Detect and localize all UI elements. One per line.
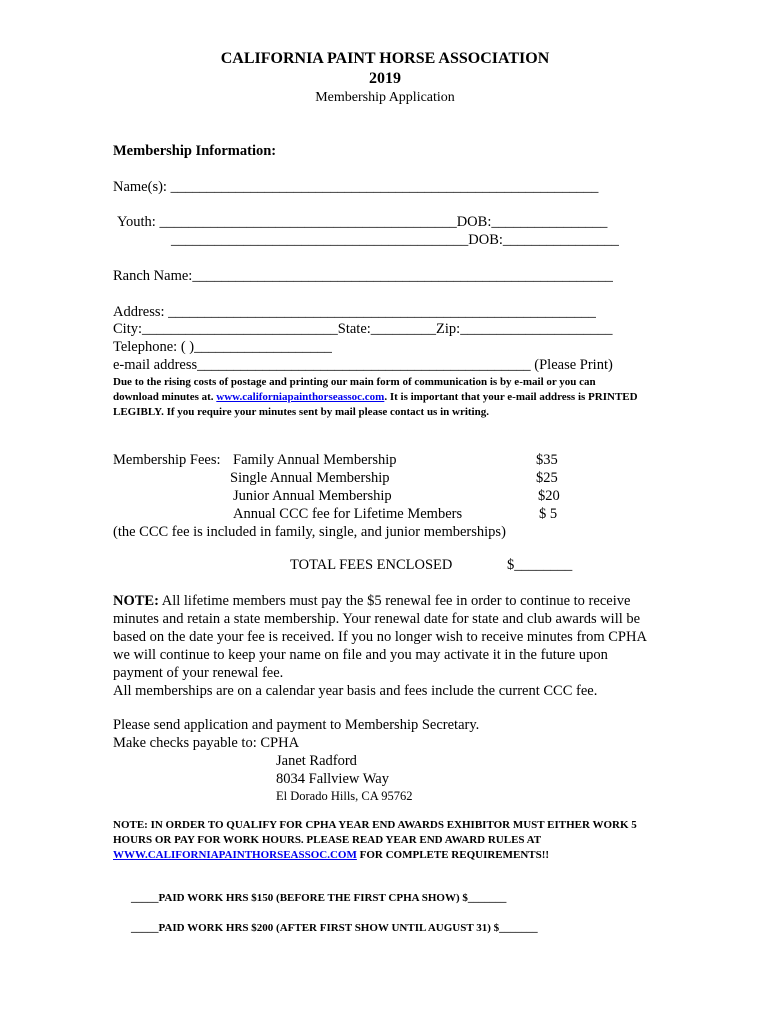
fee-single: Single Annual Membership: [230, 470, 390, 486]
fee-ccc: Annual CCC fee for Lifetime Members: [233, 506, 463, 522]
page-subtitle: Membership Application: [315, 90, 455, 105]
address-field[interactable]: Address: ___________________________________________________________: [113, 304, 596, 320]
ccc-note: (the CCC fee is included in family, single, and junior memberships): [113, 524, 506, 540]
work-hours-option-1[interactable]: _____PAID WORK HRS $150 (BEFORE THE FIRST CPHA SHOW) $_______: [131, 892, 507, 904]
ranch-name-field[interactable]: Ranch Name:__________________________________________________________: [113, 268, 613, 284]
awards-note: NOTE: IN ORDER TO QUALIFY FOR CPHA YEAR END AWARDS EXHIBITOR MUST EITHER WORK 5 HOURS OR PAY FOR WORK HOURS. PLEASE READ YEAR END AWARD RULES AT WWW.CALIFORNIAPAINTHORSEASSOC.COM FOR COMPLETE REQUIREMENTS!!: [113, 819, 637, 861]
fees-label: Membership Fees:: [113, 452, 221, 468]
membership-info-heading: Membership Information:: [113, 143, 277, 159]
calendar-note: All memberships are on a calendar year basis and fees include the current CCC fee.: [113, 683, 598, 699]
email-notice: Due to the rising costs of postage and printing our main form of communication is by e-mail or you can download minutes at. www.californiapainthorseassoc.com. It is important that your e-mail address is PRINTED LEGIBLY. If you require your minutes sent by mail please contact us in writing.: [113, 376, 638, 418]
youth-field-1[interactable]: Youth: _________________________________________DOB:________________: [117, 214, 608, 230]
fee-ccc-amount: $ 5: [539, 506, 558, 522]
website-link[interactable]: www.californiapainthorseassoc.com: [216, 391, 385, 403]
work-hours-option-2[interactable]: _____PAID WORK HRS $200 (AFTER FIRST SHOW UNTIL AUGUST 31) $_______: [131, 922, 538, 934]
awards-website-link[interactable]: WWW.CALIFORNIAPAINTHORSEASSOC.COM: [113, 849, 357, 861]
fee-family: Family Annual Membership: [233, 452, 397, 468]
names-field[interactable]: Name(s): ___________________________________________________________: [113, 179, 599, 195]
fee-junior-amount: $20: [538, 488, 560, 504]
lifetime-note: NOTE: All lifetime members must pay the $5 renewal fee in order to continue to receive minutes and retain a state membership. Your renewal date for state and club awards will be based on the date your fee is received. If you no longer wish to receive minutes from CPHA we will continue to keep your name on file and you may activate it in the future upon payment of your renewal fee. All memberships are on a calendar year basis and fees include the current CCC fee.: [113, 593, 647, 699]
fee-single-amount: $25: [536, 470, 558, 486]
youth-field-2[interactable]: _________________________________________DOB:________________: [171, 232, 619, 248]
send-instructions: Please send application and payment to Membership Secretary.: [113, 717, 480, 733]
secretary-city: El Dorado Hills, CA 95762: [276, 789, 413, 803]
org-title: CALIFORNIA PAINT HORSE ASSOCIATION: [220, 50, 550, 67]
checks-payable: Make checks payable to: CPHA: [113, 735, 300, 751]
secretary-street: 8034 Fallview Way: [276, 771, 389, 787]
city-state-zip-field[interactable]: City:___________________________State:_________Zip:_____________________: [113, 321, 613, 337]
year-title: 2019: [369, 70, 401, 87]
telephone-field[interactable]: Telephone: ( )___________________: [113, 339, 332, 355]
fee-family-amount: $35: [536, 452, 558, 468]
email-field[interactable]: e-mail address______________________________________________ (Please Print): [113, 357, 613, 373]
secretary-name: Janet Radford: [276, 753, 357, 769]
fee-junior: Junior Annual Membership: [233, 488, 392, 504]
total-fees-label: TOTAL FEES ENCLOSED: [290, 557, 453, 573]
total-fees-field[interactable]: $________: [507, 557, 573, 573]
